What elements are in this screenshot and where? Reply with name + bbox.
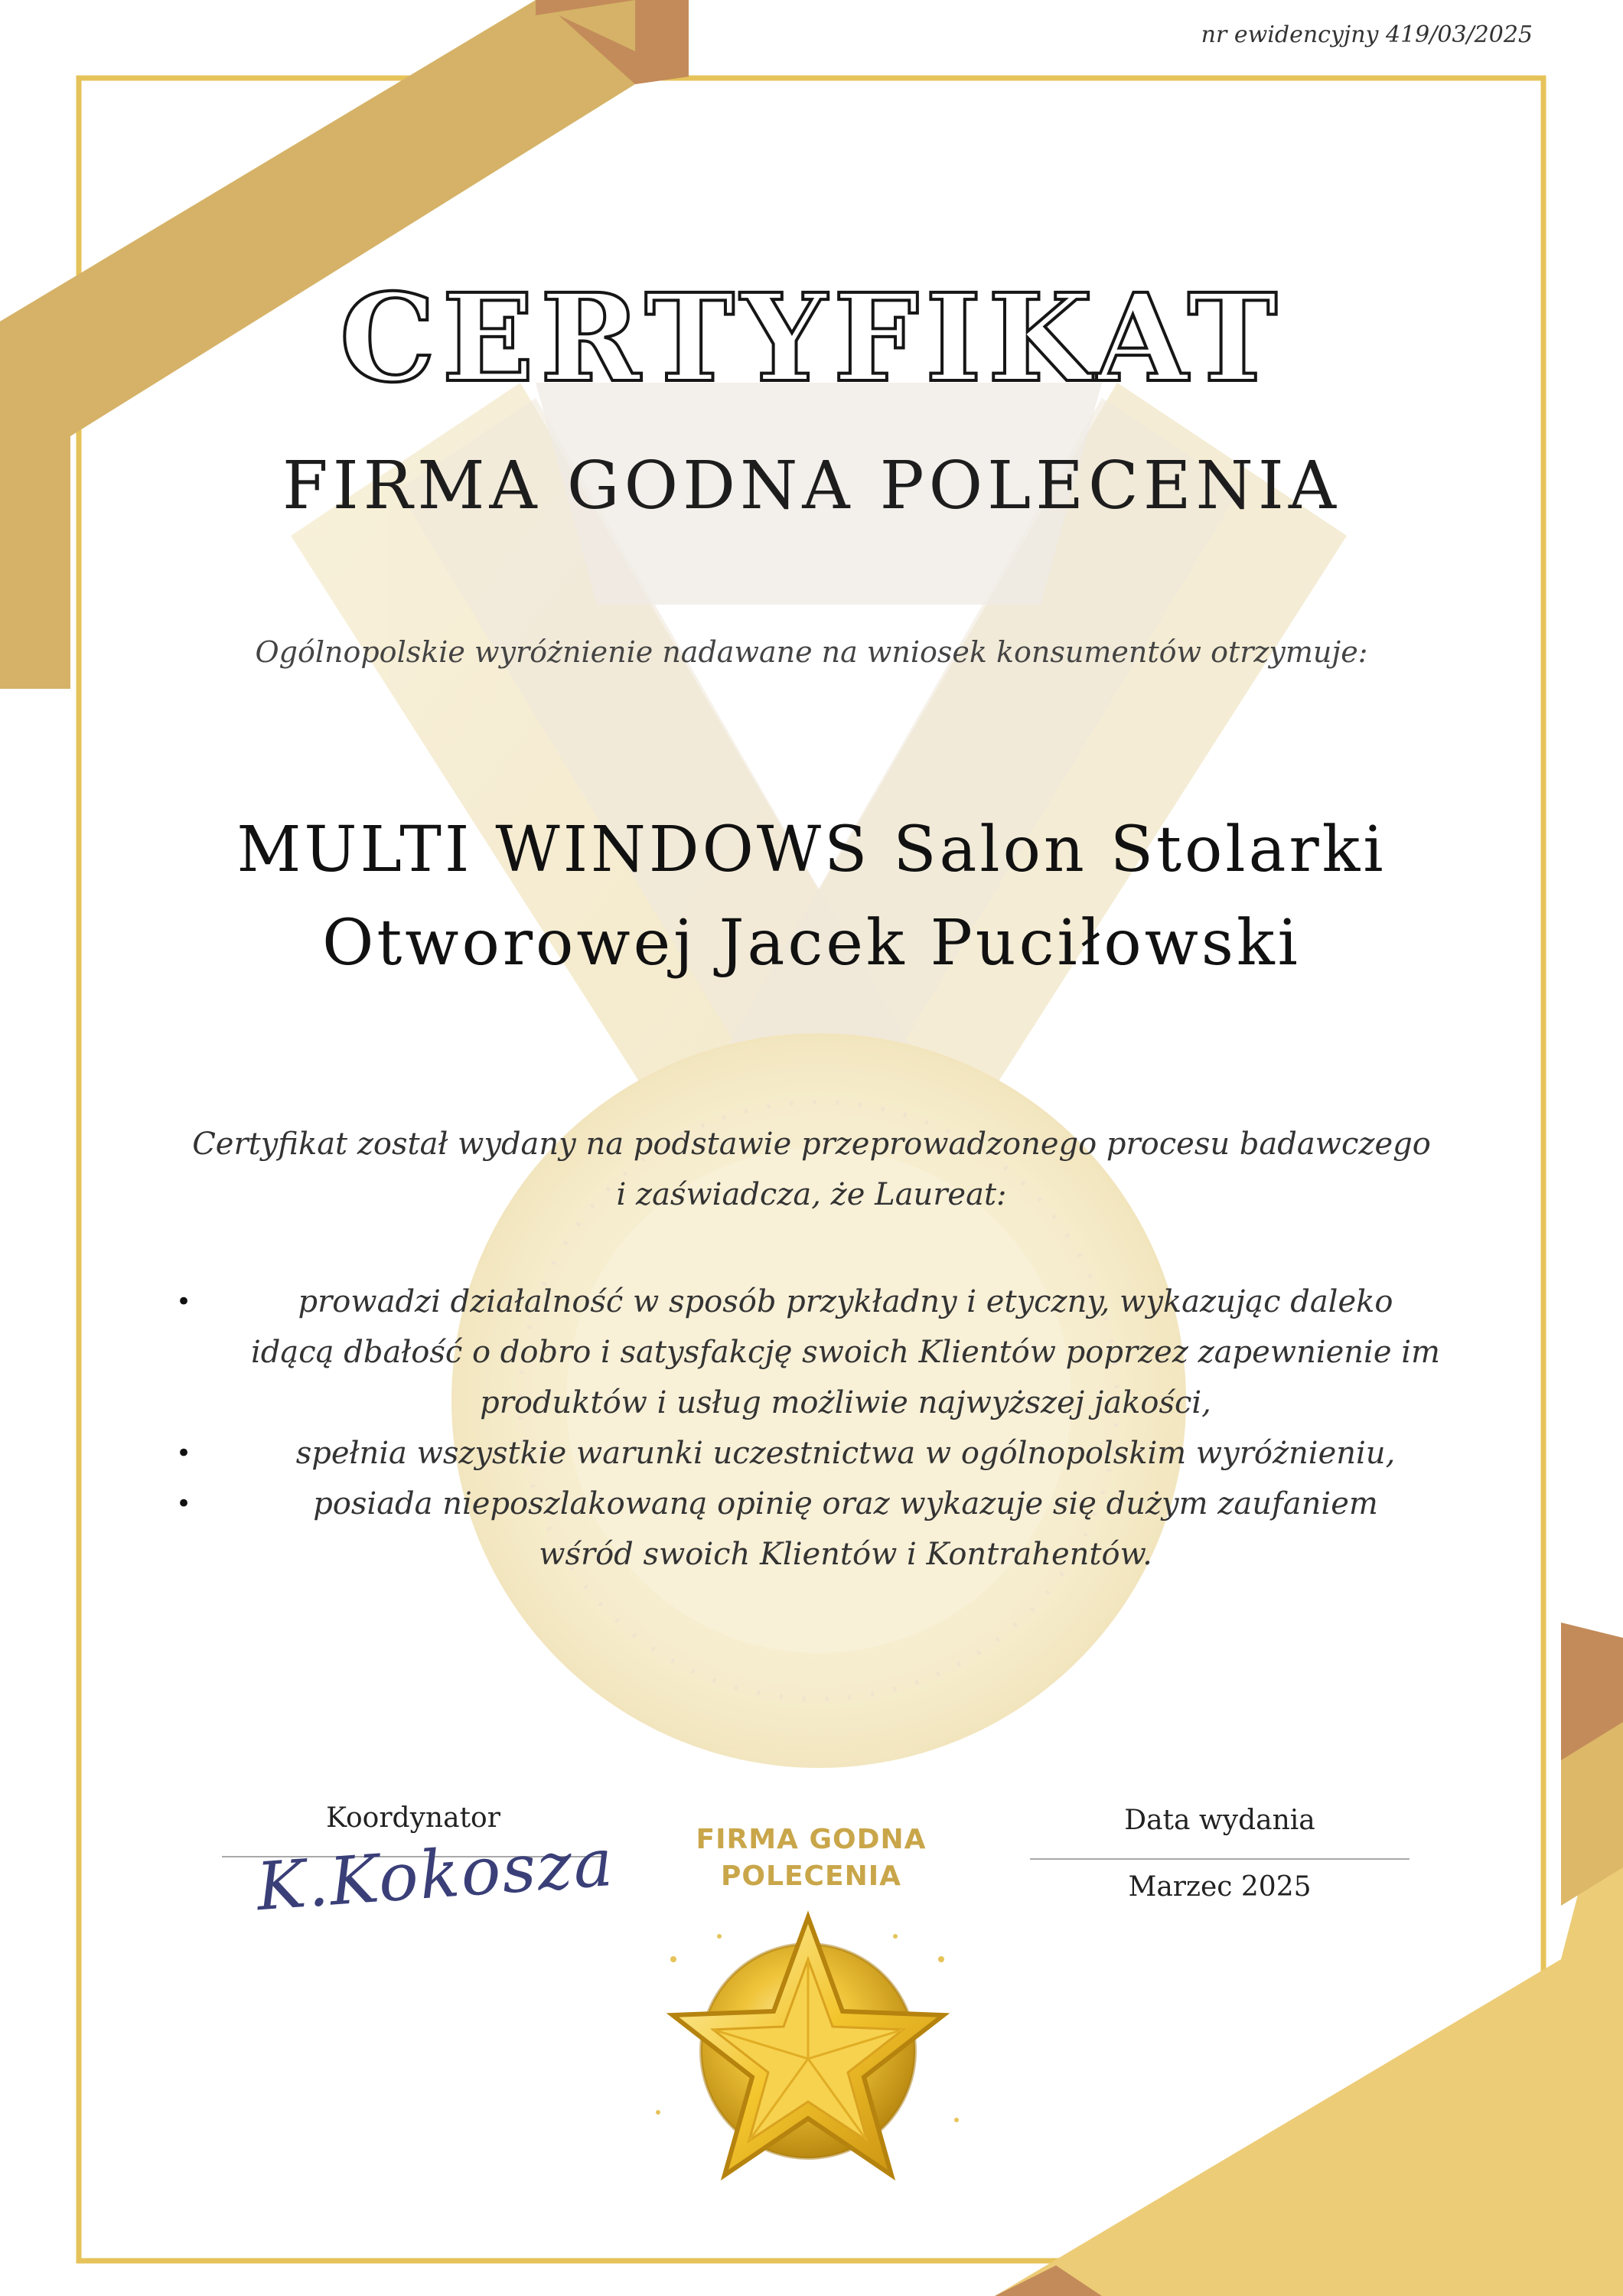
- ribbon-bottom-right: [995, 1623, 1623, 2296]
- coordinator-label: Koordynator: [326, 1802, 500, 1834]
- list-item: [176, 1428, 1477, 1479]
- recipient-name: [122, 804, 1501, 990]
- intro-text: Ogólnopolskie wyróżnienie nadawane na wniosek konsumentów otrzymuje:: [255, 635, 1368, 669]
- certificate-subtitle: FIRMA GODNA POLECENIA: [282, 448, 1341, 524]
- recipient-line: MULTI WINDOWS Salon Stolarki: [236, 814, 1387, 886]
- document-number: nr ewidencyjny 419/03/2025: [1201, 21, 1533, 48]
- condition-line: posiada nieposzlakowaną opinię oraz wykazuje się dużym zaufaniem: [313, 1486, 1378, 1521]
- list-item: [176, 1277, 1477, 1428]
- conditions-list: [176, 1277, 1477, 1580]
- condition-line: wśród swoich Klientów i Kontrahentów.: [539, 1537, 1152, 1572]
- issue-date-line: [1030, 1858, 1410, 1860]
- badge-label: [658, 1821, 964, 1895]
- list-item: [176, 1479, 1477, 1580]
- coordinator-signature: K.Kokosza: [254, 1824, 617, 1926]
- badge-line: FIRMA GODNA: [696, 1824, 927, 1855]
- statement-text: [122, 1119, 1501, 1220]
- condition-line: produktów i usług możliwie najwyższej jakości,: [480, 1385, 1211, 1420]
- statement-line: i zaświadcza, że Laureat:: [616, 1177, 1007, 1212]
- issue-date-value: Marzec 2025: [1128, 1871, 1312, 1903]
- badge-line: POLECENIA: [721, 1861, 901, 1892]
- bullet-icon: •: [176, 1287, 192, 1317]
- condition-line: idącą dbałość o dobro i satysfakcję swoich Klientów poprzez zapewnienie im: [251, 1335, 1440, 1370]
- certificate-title: CERTYFIKAT: [339, 268, 1284, 409]
- bullet-icon: •: [176, 1489, 192, 1519]
- issue-date-label: Data wydania: [1124, 1805, 1315, 1836]
- bullet-icon: •: [176, 1438, 192, 1469]
- condition-line: spełnia wszystkie warunki uczestnictwa w ogólnopolskim wyróżnieniu,: [295, 1436, 1396, 1471]
- gold-star-medal-icon: [656, 1917, 959, 2175]
- recipient-line: Otworowej Jacek Puciłowski: [322, 907, 1301, 980]
- condition-line: prowadzi działalność w sposób przykładny i etyczny, wykazując daleko: [298, 1284, 1393, 1319]
- statement-line: Certyfikat został wydany na podstawie przeprowadzonego procesu badawczego: [192, 1127, 1431, 1162]
